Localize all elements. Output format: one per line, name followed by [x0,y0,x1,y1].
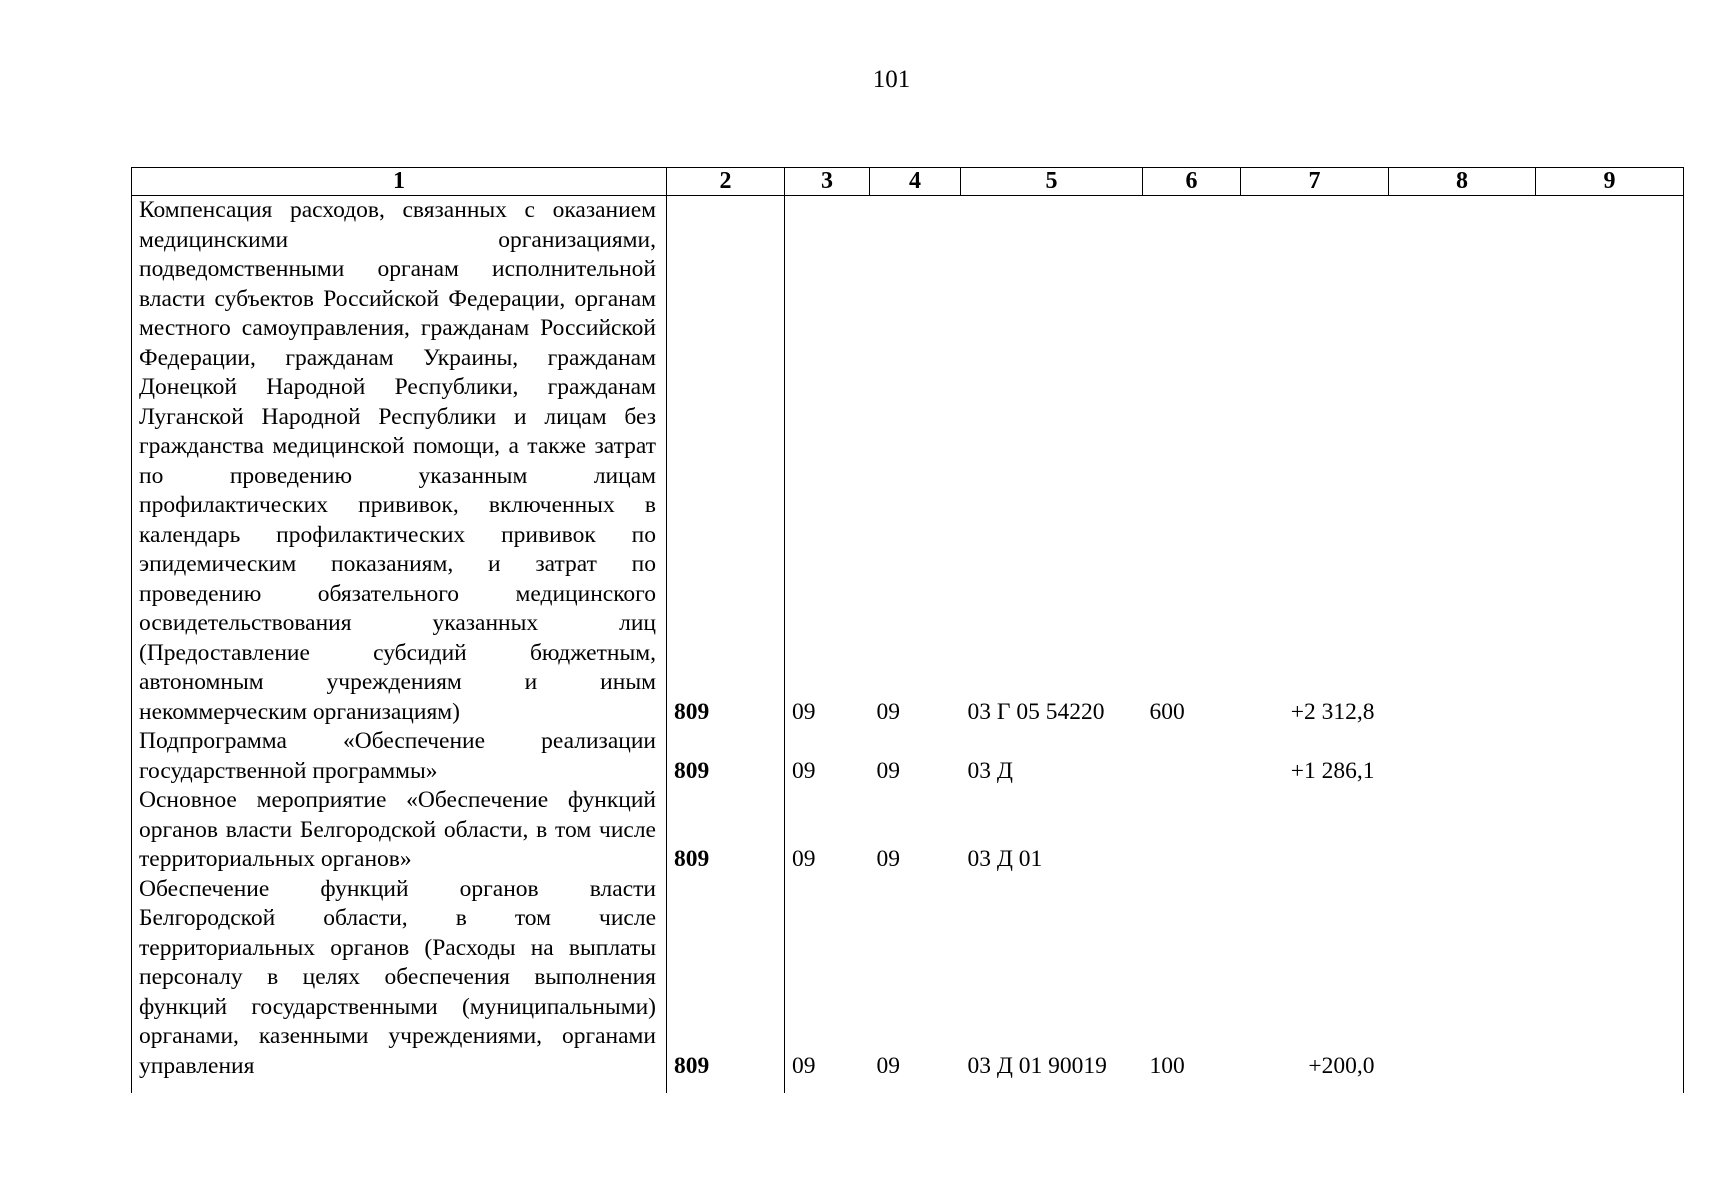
row-col-5: 03 Д 01 [967,846,1043,872]
row-col-6: 100 [1149,1052,1185,1079]
row-col-8 [1389,727,1536,786]
header-row [132,168,1684,196]
header-col-2: 2 [667,168,785,196]
row-col-6: 600 [1149,698,1185,725]
row-col-2: 809 [667,786,785,875]
table-continuation [132,1081,1684,1093]
row-col-9 [1536,196,1684,728]
header-col-5: 5 [961,168,1143,196]
table-row [132,786,1684,875]
row-col-4: 09 [876,846,900,872]
header-col-7: 7 [1241,168,1389,196]
row-name: Компенсация расходов, связанных с оказанием медицинскими организациями, подведомственными органам исполнительной власти субъектов Российской Федерации, органам местного самоуправления, гражданам Российской Федерации, гражданам Украины, гражданам Донецкой Народной Республики, гражданам Луганской Народной Республики и лицам без гражданства медицинской помощи, а также затрат по проведению указанным лицам профилактических прививок, включенных в календарь профилактических прививок по эпидемическим показаниям, и затрат по проведению обязательного медицинского освидетельствования указанных лиц (Предоставление субсидий бюджетным, автономным учреждениям и иным некоммерческим организациям) [132,196,667,728]
row-col-3: 09 [792,1052,816,1079]
row-col-6 [1143,786,1241,875]
row-col-7 [1241,786,1389,875]
row-name: Подпрограмма «Обеспечение реализации государственной программы» [132,727,667,786]
table-row [132,875,1684,1082]
budget-table-container [131,167,1683,1107]
row-col-7: +200,0 [1308,1052,1375,1079]
row-name: Основное мероприятие «Обеспечение функций органов власти Белгородской области, в том числе территориальных органов» [132,786,667,875]
row-col-8 [1389,196,1536,728]
row-col-4: 09 [876,757,900,784]
budget-table [131,167,1684,1093]
header-col-9: 9 [1536,168,1684,196]
row-col-5: 03 Д 01 90019 [967,1052,1107,1079]
row-col-3: 09 [792,757,816,784]
table-body [132,196,1684,1094]
table-row [132,727,1684,786]
row-col-3: 09 [792,846,816,872]
row-col-5: 03 Г 05 54220 [967,698,1105,725]
header-col-4: 4 [870,168,961,196]
row-col-3: 09 [792,698,816,725]
row-col-7: +1 286,1 [1290,757,1375,784]
table-row [132,196,1684,728]
row-col-8 [1389,875,1536,1082]
header-col-8: 8 [1389,168,1536,196]
row-col-8 [1389,786,1536,875]
row-name: Обеспечение функций органов власти Белгородской области, в том числе территориальных органов (Расходы на выплаты персоналу в целях обеспечения выполнения функций государственными (муниципальными) органами, казенными учреждениями, органами управления [132,875,667,1082]
row-col-4: 09 [876,698,900,725]
row-col-4: 09 [876,1052,900,1079]
row-col-2: 809 [667,875,785,1082]
row-col-2: 809 [667,727,785,786]
header-col-3: 3 [785,168,870,196]
row-col-7: +2 312,8 [1290,698,1375,725]
row-col-2: 809 [667,196,785,728]
header-col-6: 6 [1143,168,1241,196]
row-col-9 [1536,727,1684,786]
row-col-5: 03 Д [967,757,1013,784]
row-col-6 [1143,727,1241,786]
header-col-1: 1 [132,168,667,196]
row-col-9 [1536,875,1684,1082]
table-header [132,168,1684,196]
row-col-9 [1536,786,1684,875]
page-number: 101 [872,66,911,93]
